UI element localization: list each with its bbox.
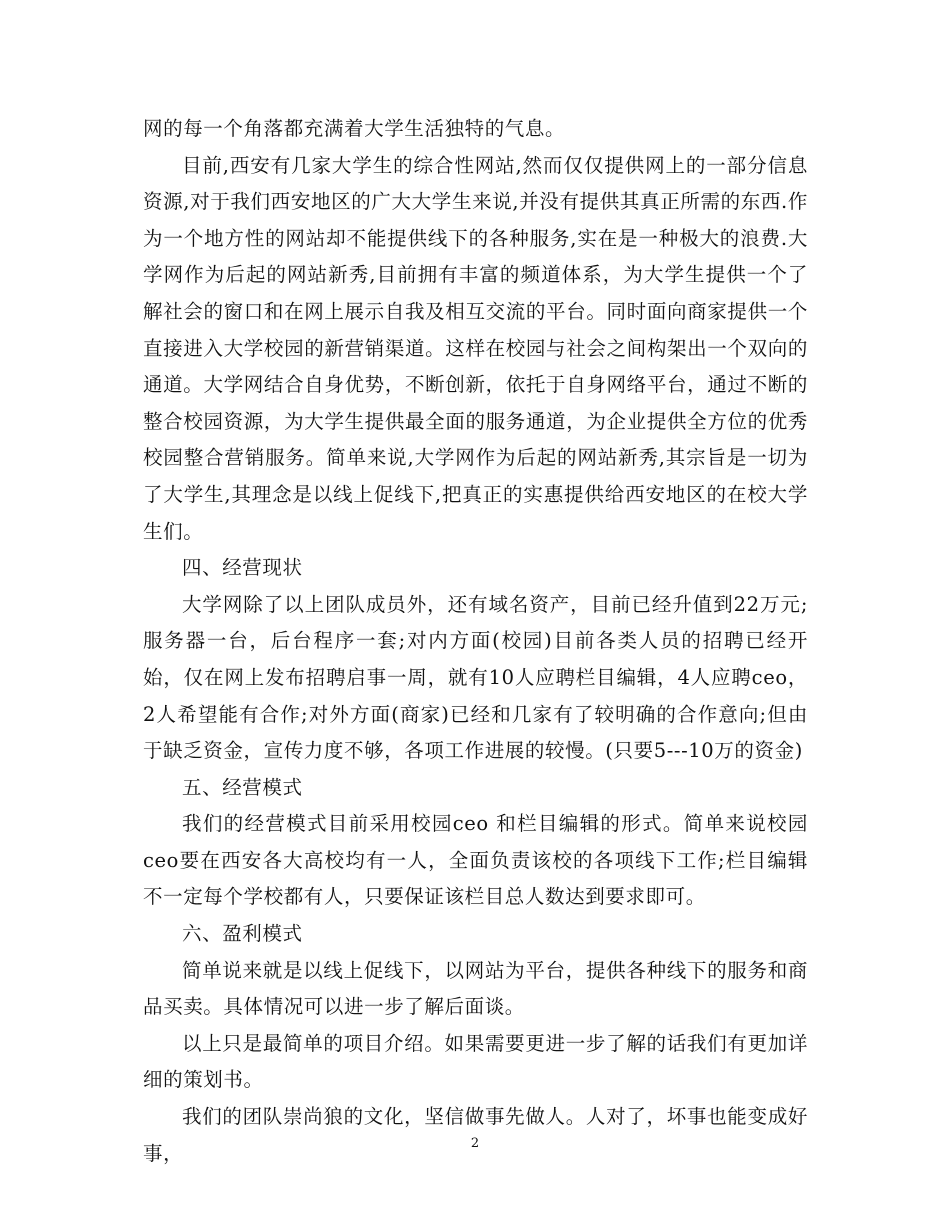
paragraph-team-culture: 我们的团队崇尚狼的文化，坚信做事先做人。人对了，坏事也能变成好事， bbox=[143, 1105, 808, 1165]
page-number: 2 bbox=[470, 1136, 480, 1151]
document-body bbox=[143, 111, 808, 1172]
paragraph-website-overview: 目前,西安有几家大学生的综合性网站,然而仅仅提供网上的一部分信息资源,对于我们西安地区的广大大学生来说,并没有提供其真正所需的东西.作为一个地方性的网站却不能提供线下的各种服务,实在是一种极大的浪费.大学网作为后起的网站新秀,目前拥有丰富的频道体系，为大学生提供一个了解社会的窗口和在网上展示自我及相互交流的平台。同时面向商家提供一个直接进入大学校园的新营销渠道。这样在校园与社会之间构架出一个双向的通道。大学网结合自身优势，不断创新，依托于自身网络平台，通过不断的整合校园资源，为大学生提供最全面的服务通道，为企业提供全方位的优秀校园整合营销服务。简单来说,大学网作为后起的网站新秀,其宗旨是一切为了大学生,其理念是以线上促线下,把真正的实惠提供给西安地区的在校大学生们。 bbox=[143, 153, 808, 543]
paragraph-business-status: 大学网除了以上团队成员外，还有域名资产，目前已经升值到22万元;服务器一台，后台程序一套;对内方面(校园)目前各类人员的招聘已经开始，仅在网上发布招聘启事一周，就有10人应聘栏目编辑，4人应聘ceo，2人希望能有合作;对外方面(商家)已经和几家有了较明确的合作意向;但由于缺乏资金，宣传力度不够，各项工作进展的较慢。(只要5---10万的资金) bbox=[143, 592, 808, 763]
heading-business-model: 五、经营模式 bbox=[182, 775, 303, 799]
paragraph-profit-model: 简单说来就是以线上促线下，以网站为平台，提供各种线下的服务和商品买卖。具体情况可以进一步了解后面谈。 bbox=[143, 958, 808, 1019]
paragraph-continuation: 网的每一个角落都充满着大学生活独特的气息。 bbox=[143, 117, 566, 140]
heading-business-status: 四、经营现状 bbox=[182, 556, 303, 580]
paragraph-project-intro: 以上只是最简单的项目介绍。如果需要更进一步了解的话我们有更加详细的策划书。 bbox=[143, 1031, 808, 1092]
paragraph-business-model: 我们的经营模式目前采用校园ceo 和栏目编辑的形式。简单来说校园ceo要在西安各大高校均有一人，全面负责该校的各项线下工作;栏目编辑不一定每个学校都有人，只要保证该栏目总人数达到要求即可。 bbox=[143, 812, 808, 909]
heading-profit-model: 六、盈利模式 bbox=[182, 922, 303, 946]
